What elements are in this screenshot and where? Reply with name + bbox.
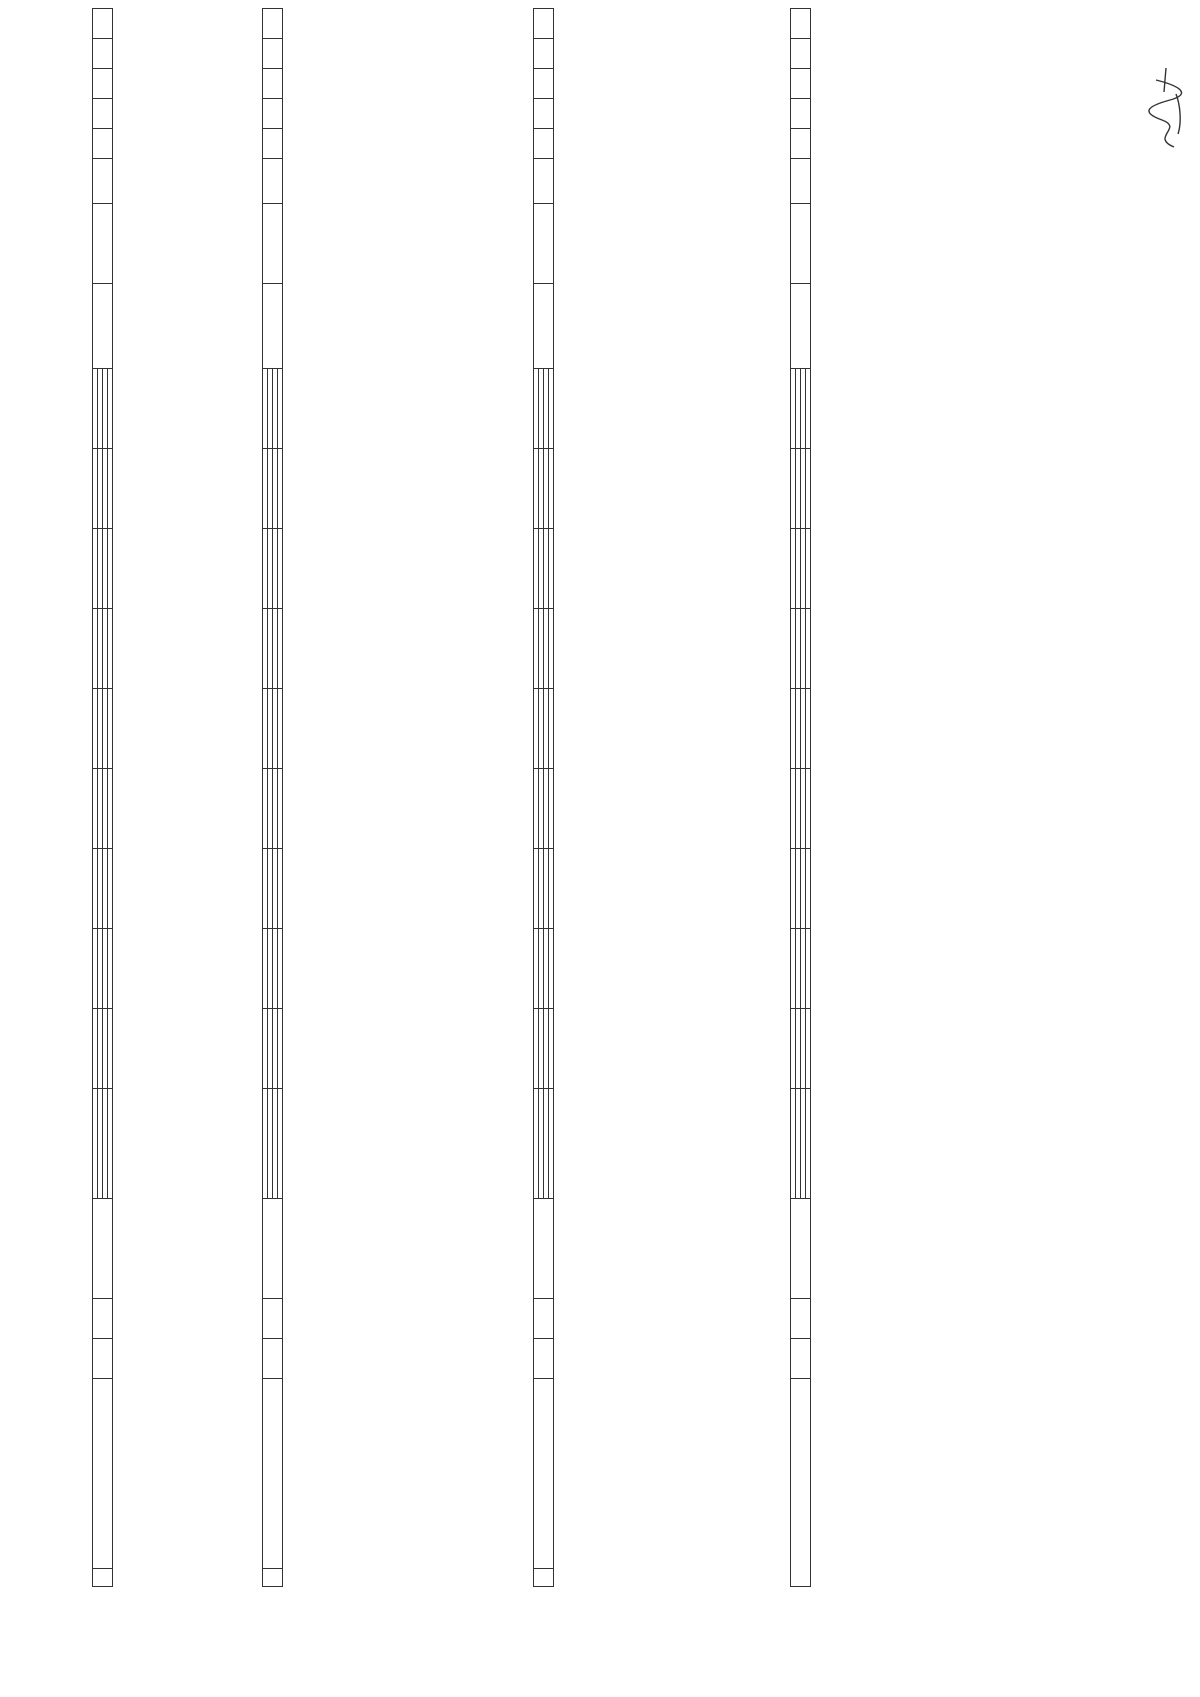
value-cell <box>278 369 283 449</box>
table-row-5 <box>92 8 113 1587</box>
value-cell <box>278 529 283 609</box>
year-end <box>791 1299 811 1339</box>
indicator <box>791 9 811 39</box>
indicator <box>791 159 811 204</box>
value-cell <box>806 769 811 849</box>
indicator <box>791 99 811 129</box>
value-cell <box>278 1009 283 1089</box>
value-cell <box>549 1009 554 1089</box>
indicator <box>93 159 113 204</box>
measure-name <box>534 1379 554 1569</box>
value-cell <box>108 1009 113 1089</box>
indicator <box>263 69 283 99</box>
value-cell <box>108 929 113 1009</box>
executor <box>791 1199 811 1299</box>
unit <box>791 204 811 284</box>
value-cell <box>108 849 113 929</box>
indicator <box>263 129 283 159</box>
executor <box>93 1199 113 1299</box>
measure-name <box>93 1379 113 1569</box>
indicator <box>791 129 811 159</box>
row-number <box>263 1569 283 1587</box>
value-cell <box>108 449 113 529</box>
value-cell <box>278 689 283 769</box>
total-name <box>791 1379 811 1587</box>
value-cell <box>806 529 811 609</box>
indicator <box>93 129 113 159</box>
value-cell <box>549 449 554 529</box>
value-cell <box>549 369 554 449</box>
executor <box>263 1199 283 1299</box>
year-end <box>534 1299 554 1339</box>
indicator <box>791 39 811 69</box>
year-start <box>791 1339 811 1379</box>
value-cell <box>806 369 811 449</box>
value-cell <box>278 769 283 849</box>
table-row-17 <box>533 8 554 1587</box>
unit <box>263 204 283 284</box>
indicator <box>791 69 811 99</box>
executor <box>534 1199 554 1299</box>
indicator <box>93 99 113 129</box>
indicator <box>93 39 113 69</box>
value-cell <box>278 449 283 529</box>
result-description <box>93 284 113 369</box>
unit <box>93 204 113 284</box>
year-start <box>93 1339 113 1379</box>
value-cell <box>108 769 113 849</box>
result-description <box>791 284 811 369</box>
indicator <box>93 9 113 39</box>
indicator <box>534 99 554 129</box>
value-cell <box>806 449 811 529</box>
source-label <box>278 1089 283 1199</box>
year-end <box>263 1299 283 1339</box>
value-cell <box>108 369 113 449</box>
source-label <box>549 1089 554 1199</box>
row-number <box>534 1569 554 1587</box>
value-cell <box>278 849 283 929</box>
value-cell <box>549 609 554 689</box>
result-description <box>534 284 554 369</box>
value-cell <box>806 689 811 769</box>
value-cell <box>108 529 113 609</box>
indicator <box>534 69 554 99</box>
table-row-10 <box>262 8 283 1587</box>
value-cell <box>806 1009 811 1089</box>
table-total <box>790 8 811 1587</box>
value-cell <box>806 609 811 689</box>
value-cell <box>806 929 811 1009</box>
row-number <box>93 1569 113 1587</box>
indicator <box>534 9 554 39</box>
source-label <box>108 1089 113 1199</box>
value-cell <box>806 849 811 929</box>
indicator <box>93 69 113 99</box>
indicator <box>263 39 283 69</box>
measure-name <box>263 1379 283 1569</box>
year-start <box>534 1339 554 1379</box>
unit <box>534 204 554 284</box>
indicator <box>534 129 554 159</box>
value-cell <box>108 609 113 689</box>
year-start <box>263 1339 283 1379</box>
indicator <box>263 159 283 204</box>
indicator <box>534 159 554 204</box>
value-cell <box>549 769 554 849</box>
indicator <box>263 9 283 39</box>
value-cell <box>549 689 554 769</box>
source-label <box>806 1089 811 1199</box>
value-cell <box>549 929 554 1009</box>
value-cell <box>549 529 554 609</box>
year-end <box>93 1299 113 1339</box>
value-cell <box>278 609 283 689</box>
result-description <box>263 284 283 369</box>
indicator <box>263 99 283 129</box>
indicator <box>534 39 554 69</box>
value-cell <box>549 849 554 929</box>
value-cell <box>278 929 283 1009</box>
value-cell <box>108 689 113 769</box>
handwritten-signature <box>1140 62 1188 152</box>
